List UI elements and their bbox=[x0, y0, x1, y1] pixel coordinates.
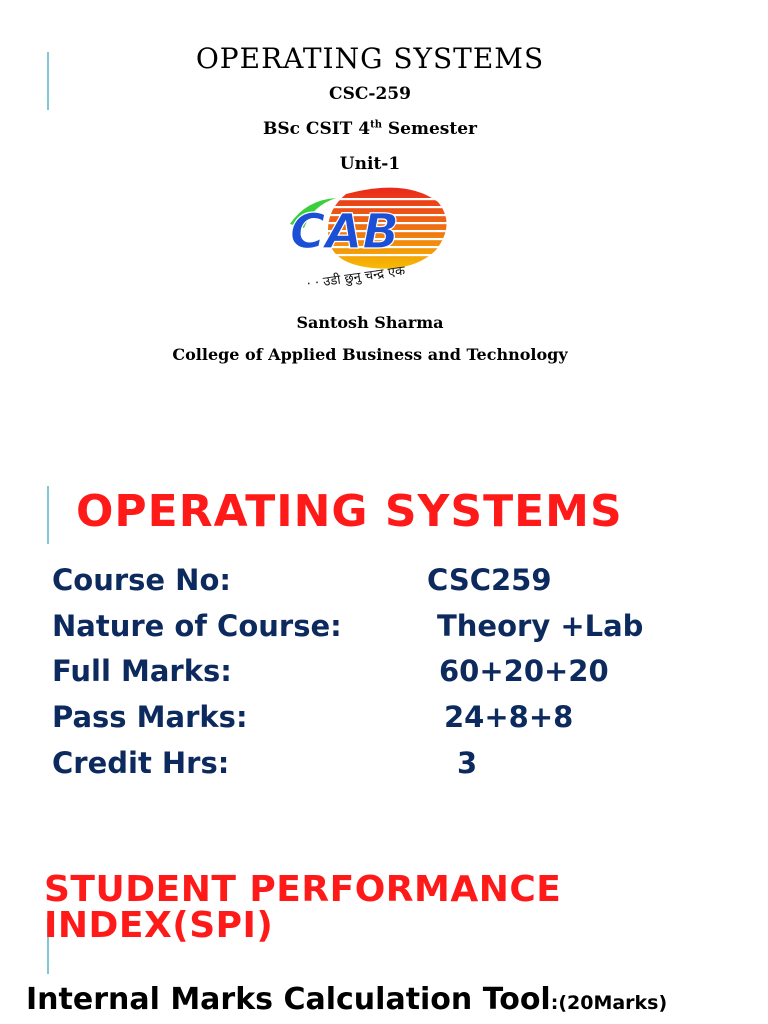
course-info-row bbox=[52, 700, 752, 740]
credit-hrs-label: Credit Hrs: bbox=[52, 746, 230, 780]
full-marks-label: Full Marks: bbox=[52, 654, 232, 688]
nature-value: Theory +Lab bbox=[437, 609, 644, 643]
pass-marks-value: 24+8+8 bbox=[444, 700, 574, 734]
author-name: Santosh Sharma bbox=[296, 313, 444, 332]
slide3-title-line2: INDEX(SPI) bbox=[44, 905, 274, 946]
slide3-title bbox=[44, 869, 744, 946]
course-info-row bbox=[52, 609, 752, 649]
nature-label: Nature of Course: bbox=[52, 609, 342, 643]
accent-bar-slide2 bbox=[47, 486, 49, 544]
course-info-row bbox=[52, 746, 752, 786]
course-no-value: CSC259 bbox=[427, 563, 552, 597]
program-ordinal: th bbox=[370, 119, 382, 131]
slide2-title: OPERATING SYSTEMS bbox=[76, 486, 623, 537]
course-info-row bbox=[52, 563, 752, 603]
course-info-row bbox=[52, 654, 752, 694]
program-suffix: Semester bbox=[387, 119, 477, 139]
course-no-label: Course No: bbox=[52, 563, 231, 597]
unit-label: Unit-1 bbox=[339, 154, 401, 174]
slide3-title-line1: STUDENT PERFORMANCE bbox=[44, 869, 562, 910]
course-code: CSC-259 bbox=[329, 84, 411, 104]
logo-tagline: · · उडी छुनु चन्द्र एक bbox=[305, 263, 407, 292]
program-prefix: BSc CSIT 4 bbox=[263, 119, 371, 139]
logo-letters: CAB bbox=[290, 204, 399, 260]
subtitle-main: Internal Marks Calculation Tool bbox=[26, 982, 551, 1017]
full-marks-value: 60+20+20 bbox=[439, 654, 609, 688]
cab-logo-graphic bbox=[286, 184, 450, 292]
program-semester bbox=[0, 119, 740, 139]
pass-marks-label: Pass Marks: bbox=[52, 700, 248, 734]
cab-logo bbox=[286, 184, 450, 292]
credit-hrs-value: 3 bbox=[457, 746, 478, 780]
subtitle-marks: :(20Marks) bbox=[550, 992, 668, 1014]
slide1-title: OPERATING SYSTEMS bbox=[195, 42, 545, 75]
slide3-subtitle bbox=[26, 982, 667, 1017]
college-name: College of Applied Business and Technology bbox=[172, 345, 568, 364]
